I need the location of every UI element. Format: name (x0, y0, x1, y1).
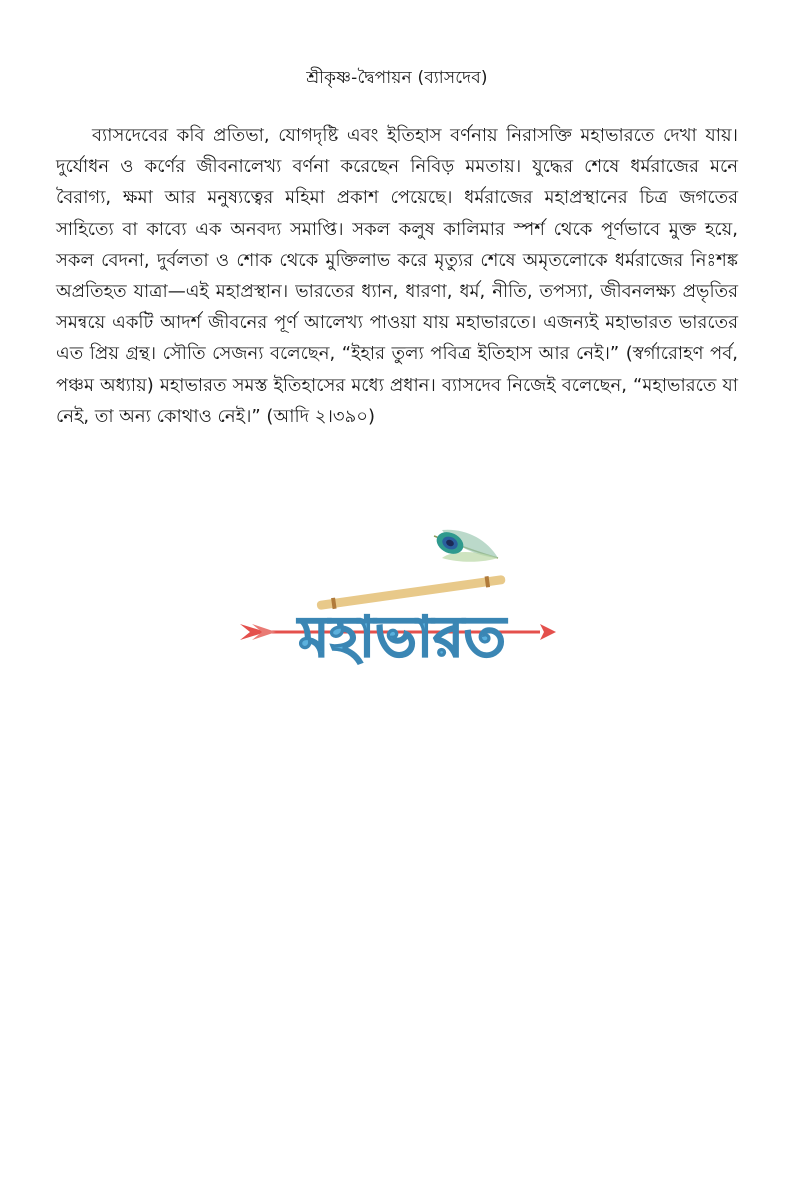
body-paragraph: ব্যাসদেবের কবি প্রতিভা, যোগদৃষ্টি এবং ইতিহাস বর্ণনায় নিরাসক্তি মহাভারতে দেখা যায়। দুর্যোধন ও কর্ণের জীবনালেখ্য বর্ণনা করেছেন নিবিড় মমতায়। যুদ্ধের শেষে ধর্মরাজের মনে বৈরাগ্য, ক্ষমা আর মনুষ্যত্বের মহিমা প্রকাশ পেয়েছে। ধর্মরাজের মহাপ্রস্থানের চিত্র জগতের সাহিত্যে বা কাব্যে এক অনবদ্য সমাপ্তি। সকল কলুষ কালিমার স্পর্শ থেকে পূর্ণভাবে মুক্ত হয়ে, সকল বেদনা, দুর্বলতা ও শোক থেকে মুক্তিলাভ করে মৃত্যুর শেষে অমৃতলোকে ধর্মরাজের নিঃশঙ্ক অপ্রতিহত যাত্রা—এই মহাপ্রস্থান। ভারতের ধ্যান, ধারণা, ধর্ম, নীতি, তপস্যা, জীবনলক্ষ্য প্রভৃতির সমন্বয়ে একটি আদর্শ জীবনের পূর্ণ আলেখ্য পাওয়া যায় মহাভারতে। এজন্যই মহাভারত ভারতের এত প্রিয় গ্রন্থ। সৌতি সেজন্য বলেছেন, “ইহার তুল্য পবিত্র ইতিহাস আর নেই।” (স্বর্গারোহণ পর্ব, পঞ্চম অধ্যায়) মহাভারত সমস্ত ইতিহাসের মধ্যে প্রধান। ব্যাসদেব নিজেই বলেছেন, “মহাভারতে যা নেই, তা অন্য কোথাও নেই।” (আদি ২।৩৯০) (56, 125, 738, 427)
running-head: শ্রীকৃষ্ণ-দ্বৈপায়ন (ব্যাসদেব) (306, 68, 488, 88)
emblem-art (236, 528, 560, 678)
mahabharat-emblem (236, 528, 560, 678)
peacock-feather-icon (433, 528, 498, 562)
emblem-wordmark: মহাভারত (298, 605, 506, 670)
